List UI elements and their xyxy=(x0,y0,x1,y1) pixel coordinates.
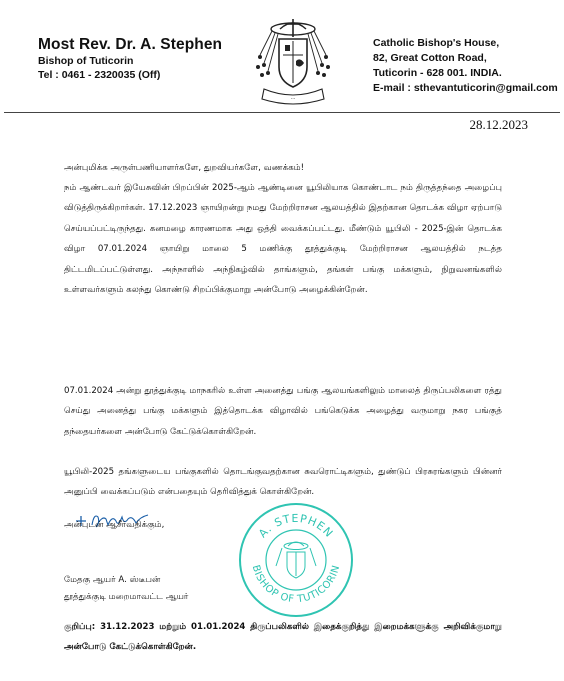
svg-text:...: ... xyxy=(290,95,296,101)
letter-date: 28.12.2023 xyxy=(469,117,528,132)
greeting: அன்புமிக்க அருள்பணியாளர்களே, துறவியர்களே, வணக்கம்! xyxy=(64,163,305,173)
bishop-seal-stamp xyxy=(236,500,356,620)
bishop-title: Bishop of Tuticorin xyxy=(38,55,134,67)
svg-text:BISHOP OF TUTICORIN: BISHOP OF TUTICORIN xyxy=(249,563,343,606)
closing: அன்புடன் ஆசீர்வதிக்கும், xyxy=(64,520,165,530)
bishop-name: Most Rev. Dr. A. Stephen xyxy=(38,36,223,53)
note: குறிப்பு: 31.12.2023 மற்றும் 01.01.2024 திருப்பலிகளில் இதைக்குறித்து இறைமக்களுக்கு அறிவிக்குமாறு அன்போடு கேட்டுக்கொள்கிறேன். xyxy=(64,622,502,653)
svg-text:A. STEPHEN: A. STEPHEN xyxy=(256,511,336,541)
telephone: Tel : 0461 - 2320035 (Off) xyxy=(38,69,161,81)
signature-name: மேதகு ஆயர் A. ஸ்டீபன் xyxy=(64,575,161,585)
signature-title: தூத்துக்குடி மறைமாவட்ட ஆயர் xyxy=(64,592,189,602)
paragraph-3: யூபிலி-2025 தங்களுடைய பங்குகளில் தொடங்குவதற்கான சுவரொட்டிகளும், துண்டுப் பிரசுரங்களும் பின்னர் அனுப்பி வைக்கப்படும் என்பதையும் தெரிவித்துக் கொள்கிறேன். xyxy=(64,467,502,498)
address-line-2: 82, Great Cotton Road, xyxy=(373,52,487,64)
email: E-mail : sthevantuticorin@gmail.com xyxy=(373,82,558,94)
header-rule xyxy=(4,112,560,113)
paragraph-1: நம் ஆண்டவர் இயேசுவின் பிறப்பின் 2025-ஆம் ஆண்டினை யூபிலியாக கொண்டாட நம் திருத்தந்தை அழைப்பு விடுத்திருக்கிறார்கள். 17.12.2023 ஞாயிறன்று நமது மேற்றிராசன ஆலயத்தில் இதற்கான தொடக்க விழா ஏற்பாடு செய்யப்பட்டிருந்தது. கனமழை காரணமாக அது ஒத்தி வைக்கப்பட்டது. மீண்டும் யூபிலி - 2025-இன் தொடக்க விழா 07.01.2024 ஞாயிறு மாலை 5 மணிக்கு தூத்துக்குடி மேற்றிராசன ஆலயத்தில் நடத்த திட்டமிடப்பட்டுள்ளது. அந்நாளில் அந்நிகழ்வில் தாங்களும், தங்கள் பங்கு மக்களும், நிறுவனங்களில் உள்ளவர்களும் கலந்து கொண்டு சிறப்பிக்குமாறு அன்போடு அழைக்கின்றேன். xyxy=(64,183,502,296)
coat-of-arms-logo xyxy=(250,15,336,107)
address-line-1: Catholic Bishop's House, xyxy=(373,37,500,49)
paragraph-2: 07.01.2024 அன்று தூத்துக்குடி மாநகரில் உள்ள அனைத்து பங்கு ஆலயங்களிலும் மாலைத் திருப்பலிகளை ரத்து செய்து அனைத்து பங்கு மக்களும் இத்தொடக்க விழாவில் பங்கெடுக்க அழைத்து வருமாறு நகர பங்குத் தந்தையர்களை அன்போடு கேட்டுக்கொள்கிறேன். xyxy=(64,386,502,437)
address-line-3: Tuticorin - 628 001. INDIA. xyxy=(373,67,502,79)
